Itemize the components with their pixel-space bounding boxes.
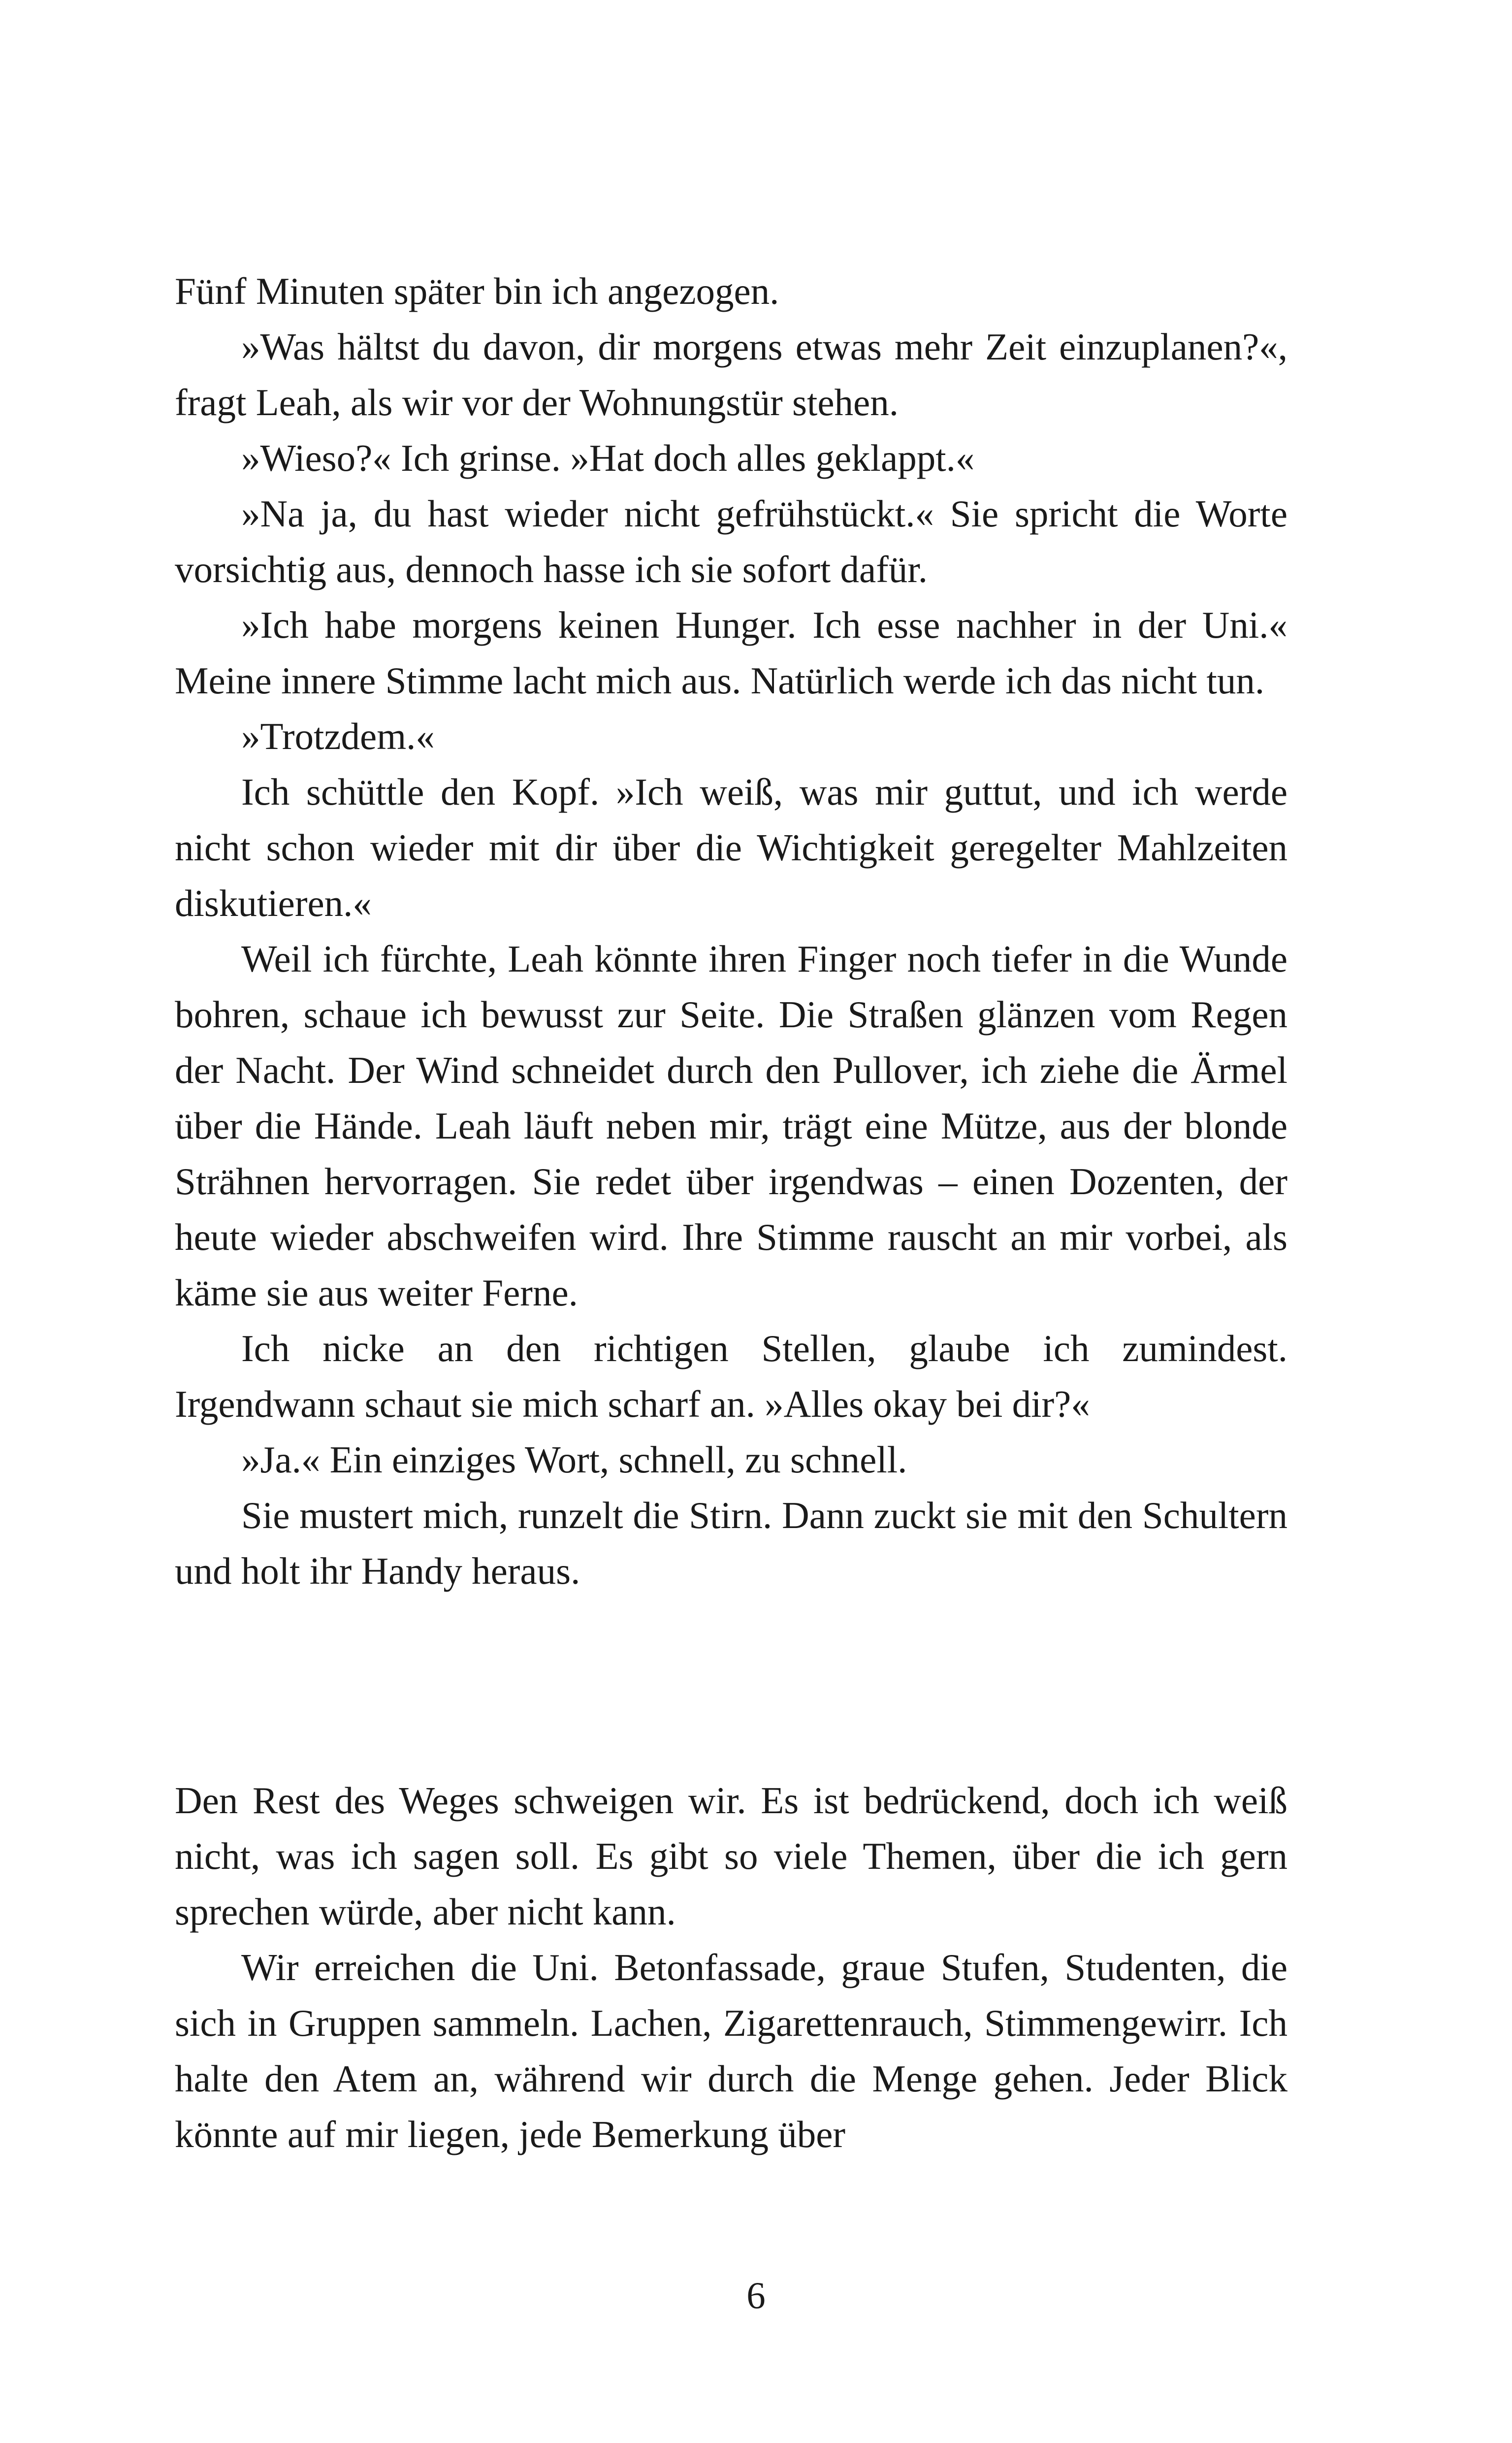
page-number: 6: [746, 2274, 766, 2316]
paragraph: Ich nicke an den richtigen Stellen, glaube ich zumindest. Irgendwann schaut sie mich scharf an. »Alles okay bei dir?«: [175, 1327, 1287, 1425]
paragraph: Sie mustert mich, runzelt die Stirn. Dann zuckt sie mit den Schultern und holt ihr Handy heraus.: [175, 1494, 1287, 1592]
paragraph: Fünf Minuten später bin ich angezogen.: [175, 270, 779, 312]
paragraph: »Was hältst du davon, dir morgens etwas mehr Zeit einzuplanen?«, fragt Leah, als wir vor der Wohnungstür stehen.: [175, 326, 1287, 423]
paragraph: »Trotzdem.«: [241, 715, 435, 757]
text-section-2: [175, 1773, 1287, 2162]
paragraph: Den Rest des Weges schweigen wir. Es ist bedrückend, doch ich weiß nicht, was ich sagen soll. Es gibt so viele Themen, über die ich gern sprechen würde, aber nicht kann.: [175, 1779, 1287, 1933]
paragraph: »Ja.« Ein einziges Wort, schnell, zu schnell.: [241, 1438, 907, 1481]
paragraph: Weil ich fürchte, Leah könnte ihren Finger noch tiefer in die Wunde bohren, schaue ich bewusst zur Seite. Die Straßen glänzen vom Regen der Nacht. Der Wind schneidet durch den Pullover, ich ziehe die Ärmel über die Hände. Leah läuft neben mir, trägt eine Mütze, aus der blonde Strähnen hervorragen. Sie redet über irgendwas – einen Dozenten, der heute wieder abschweifen wird. Ihre Stimme rauscht an mir vorbei, als käme sie aus weiter Ferne.: [175, 938, 1287, 1314]
paragraph: Wir erreichen die Uni. Betonfassade, graue Stufen, Studenten, die sich in Gruppen sammeln. Lachen, Zigarettenrauch, Stimmengewirr. Ich halte den Atem an, während wir durch die Menge gehen. Jeder Blick könnte auf mir liegen, jede Bemerkung über: [175, 1946, 1287, 2155]
text-section-1: [175, 263, 1287, 1599]
paragraph: »Na ja, du hast wieder nicht gefrühstückt.« Sie spricht die Worte vorsichtig aus, dennoch hasse ich sie sofort dafür.: [175, 492, 1287, 590]
paragraph: Ich schüttle den Kopf. »Ich weiß, was mir guttut, und ich werde nicht schon wieder mit dir über die Wichtigkeit geregelter Mahlzeiten diskutieren.«: [175, 771, 1287, 924]
paragraph: »Ich habe morgens keinen Hunger. Ich esse nachher in der Uni.« Meine innere Stimme lacht mich aus. Natürlich werde ich das nicht tun.: [175, 604, 1287, 702]
paragraph: »Wieso?« Ich grinse. »Hat doch alles geklappt.«: [241, 437, 975, 479]
